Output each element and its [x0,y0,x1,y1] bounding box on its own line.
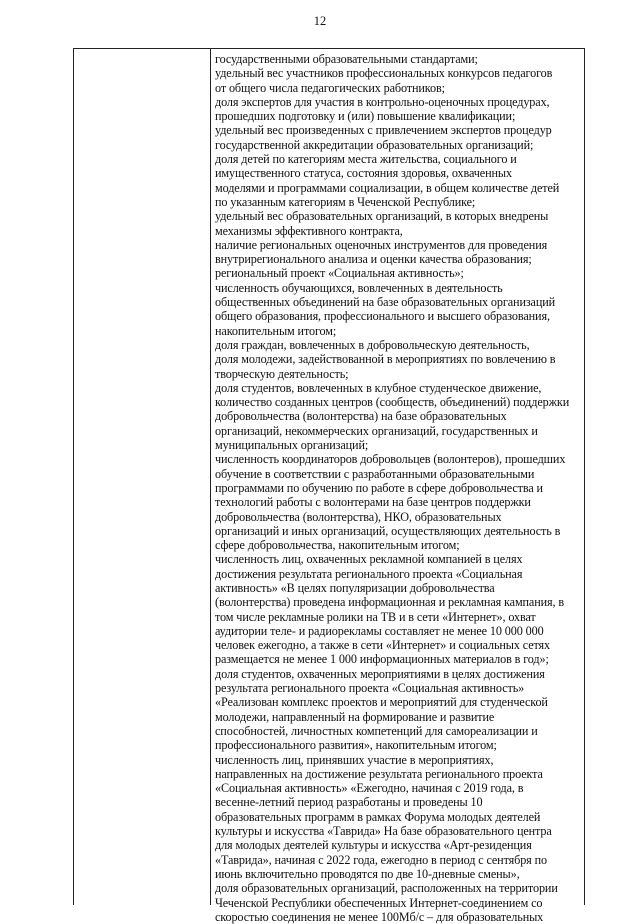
text-line: (волонтерства) проведена информационная и рекламная кампания, в [215,595,565,610]
table-right-cell [211,49,584,924]
text-line: численность обучающихся, вовлеченных в деятельность [215,280,503,295]
text-line: результата регионального проекта «Социальная активность» [215,681,525,696]
text-line: доля студентов, охваченных мероприятиями в целях достижения [215,666,545,681]
text-line: для молодых деятелей культуры и искусства «Арт-резиденция [215,838,532,853]
text-line: человек ежегодно, а также в сети «Интернет» и социальных сетях [215,638,551,653]
text-line: муниципальных организаций; [215,438,369,453]
text-line: прошедших подготовку и (или) повышение квалификации; [215,109,516,124]
text-line: внутрирегионального анализа и оценки качества образования; [215,252,532,267]
text-line: способностей, личностных компетенций для самореализации и [215,723,538,738]
text-line: доля граждан, вовлеченных в добровольческую деятельность, [215,337,530,352]
text-line: доля образовательных организаций, расположенных на территории [215,881,558,896]
text-line: доля детей по категориям места жительства, социального и [215,152,517,167]
text-line: добровольчества (волонтерства), НКО, образовательных [215,509,502,524]
text-line: от общего числа педагогических работников; [215,80,445,95]
text-line: культуры и искусства «Таврида» На базе образовательного центра [215,824,552,839]
text-line: наличие региональных оценочных инструментов для проведения [215,237,548,252]
text-line: численность лиц, охваченных рекламной компанией в целях [215,552,523,567]
text-line: обучение в соответствии с разработанными образовательными [215,466,535,481]
page-number: 12 [313,14,327,28]
text-line: доля студентов, вовлеченных в клубное студенческое движение, [215,380,542,395]
text-line: государственной аккредитации образовательных организаций; [215,137,534,152]
text-line: удельный вес участников профессиональных конкурсов педагогов [215,66,553,81]
text-line: активность» «В целях популяризации добровольчества [215,580,495,595]
text-line: скоростью соединения не менее 100Мб/с – для образовательных [215,909,544,924]
text-line: численность координаторов добровольцев (волонтеров), прошедших [215,452,566,467]
text-line: численность лиц, принявших участие в мероприятиях, [215,752,494,767]
text-line: том числе рекламные ролики на ТВ и в сети «Интернет», охват [215,609,536,624]
text-line: государственными образовательными стандартами; [215,52,478,66]
text-line: региональный проект «Социальная активность»; [215,266,464,281]
text-line: «Социальная активность» «Ежегодно, начиная с 2019 года, в [215,781,524,796]
text-line: общего образования, профессионального и высшего образования, [215,309,550,324]
text-line: удельный вес образовательных организаций, в которых внедрены [215,209,549,224]
text-line: направленных на достижение результата регионального проекта [215,766,543,781]
document-table [73,48,585,924]
text-line: добровольчества (волонтерства) на базе образовательных [215,409,507,424]
text-line: «Реализован комплекс проектов и мероприятий для студенческой [215,695,548,710]
text-line: сфере добровольчества, накопительным итогом; [215,538,460,553]
text-line: имущественного статуса, состояния здоровья, охваченных [215,166,512,181]
text-line: достижения результата регионального проекта «Социальная [215,566,523,581]
text-line: июнь включительно проводятся по две 10-дневные смены», [215,866,520,881]
text-line: творческую деятельность; [215,366,349,381]
text-line: удельный вес произведенных с привлечением экспертов процедур [215,123,552,138]
text-line: организаций и иных организаций, осуществляющих деятельность в [215,523,561,538]
text-line: доля молодежи, задействованной в мероприятиях по вовлечению в [215,352,556,367]
text-line: образовательных программ в рамках Форума молодых деятелей [215,809,541,824]
text-line: общественных объединений на базе образовательных организаций [215,295,556,310]
text-line: технологий работы с волонтерами на базе центров поддержки [215,495,531,510]
text-line: Чеченской Республики обеспеченных Интернет-соединением со [215,895,543,910]
text-line: доля экспертов для участия в контрольно-оценочных процедурах, [215,94,550,109]
text-line: по указанным категориям в Чеченской Республике; [215,194,476,209]
text-line: накопительным итогом; [215,323,337,338]
table-left-cell [74,49,211,905]
text-line: молодежи, направленный на формирование и развитие [215,709,495,724]
text-line: количество созданных центров (сообществ, объединений) поддержки [215,395,570,410]
text-line: программами по обучению по работе в сфере добровольчества и [215,480,543,495]
text-line: механизмы эффективного контракта, [215,223,403,238]
text-line: весенне-летний период разработаны и проведены 10 [215,795,483,810]
text-line: профессионального развития», накопительным итогом; [215,738,497,753]
text-line: «Таврида», начиная с 2022 года, ежегодно в период с сентября по [215,852,547,867]
text-line: аудитории теле- и радиорекламы составляет не менее 10 000 000 [215,623,544,638]
text-line: моделями и программами социализации, в общем количестве детей [215,180,560,195]
text-line: организаций, некоммерческих организаций, государственных и [215,423,538,438]
text-line: размещается не менее 1 000 информационных материалов в год»; [215,652,549,667]
